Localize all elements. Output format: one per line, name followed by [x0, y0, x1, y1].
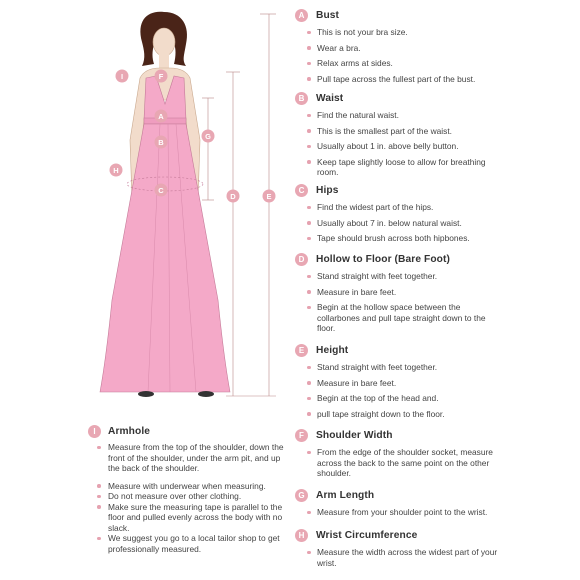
list-item: From the edge of the shoulder socket, measure across the back to the same point on the other shoulder. [295, 447, 500, 479]
list-item: Usually about 7 in. below natural waist. [295, 218, 500, 229]
list-item: This is the smallest part of the waist. [295, 126, 500, 137]
figure-label-h: H [113, 166, 119, 175]
section-title: Hips [316, 184, 339, 196]
section-badge: G [295, 489, 308, 502]
list-item: This is not your bra size. [295, 27, 500, 38]
figure-label-f: F [158, 72, 164, 81]
figure-label-e: E [266, 192, 272, 201]
list-item: Relax arms at sides. [295, 58, 500, 69]
list-item: We suggest you go to a local tailor shop to get professionally measured. [88, 533, 288, 554]
section-badge: B [295, 92, 308, 105]
section-title: Shoulder Width [316, 429, 393, 441]
figure-label-a: A [158, 112, 164, 121]
section-hips [295, 183, 500, 244]
section-wrist-circumference [295, 528, 500, 568]
list-item: Stand straight with feet together. [295, 362, 500, 373]
list-item: Wear a bra. [295, 43, 500, 54]
list-item: pull tape straight down to the floor. [295, 409, 500, 420]
list-item: Measure in bare feet. [295, 378, 500, 389]
section-badge: C [295, 184, 308, 197]
figure-label-i: I [120, 72, 124, 81]
list-item: Pull tape across the fullest part of the bust. [295, 74, 500, 85]
dress-figure [90, 0, 290, 420]
figure-label-d: D [230, 192, 236, 201]
list-item: Find the natural waist. [295, 110, 500, 121]
list-item: Measure the width across the widest part of your wrist. [295, 547, 500, 568]
list-item: Begin at the top of the head and. [295, 393, 500, 404]
section-bust [295, 8, 500, 84]
section-title: Hollow to Floor (Bare Foot) [316, 253, 450, 265]
section-title: Bust [316, 9, 340, 21]
figure-label-b: B [158, 138, 164, 147]
list-item: Measure in bare feet. [295, 287, 500, 298]
section-hollow-to-floor [295, 252, 500, 334]
section-title: Wrist Circumference [316, 529, 418, 541]
list-item: Measure from your shoulder point to the wrist. [295, 507, 500, 518]
section-title: Height [316, 344, 349, 356]
list-item: Do not measure over other clothing. [88, 491, 288, 502]
section-title: Waist [316, 92, 344, 104]
dress-illustration [90, 0, 290, 420]
list-item: Measure with underwear when measuring. [88, 481, 288, 492]
section-badge: F [295, 429, 308, 442]
list-item: Stand straight with feet together. [295, 271, 500, 282]
list-item: Keep tape slightly loose to allow for breathing room. [295, 157, 500, 178]
list-item: Measure from the top of the shoulder, down the front of the shoulder, under the arm pit, and up the back of the shoulder. [88, 442, 288, 474]
section-waist [295, 91, 500, 178]
section-badge: E [295, 344, 308, 357]
section-badge: D [295, 253, 308, 266]
section-arm-length [295, 488, 500, 518]
section-badge: I [88, 425, 101, 438]
section-armhole [88, 424, 288, 554]
section-height [295, 343, 500, 419]
list-item: Usually about 1 in. above belly button. [295, 141, 500, 152]
list-item: Begin at the hollow space between the collarbones and pull tape straight down to the floor. [295, 302, 500, 334]
list-item: Tape should brush across both hipbones. [295, 233, 500, 244]
figure-label-c: C [158, 186, 164, 195]
section-title: Armhole [108, 425, 151, 437]
section-badge: A [295, 9, 308, 22]
list-item: Find the widest part of the hips. [295, 202, 500, 213]
list-item: Make sure the measuring tape is parallel to the floor and pulled evenly across the body with no slack. [88, 502, 288, 534]
section-title: Arm Length [316, 489, 375, 501]
figure-label-g: G [205, 132, 211, 141]
section-badge: H [295, 529, 308, 542]
section-shoulder-width [295, 428, 500, 479]
